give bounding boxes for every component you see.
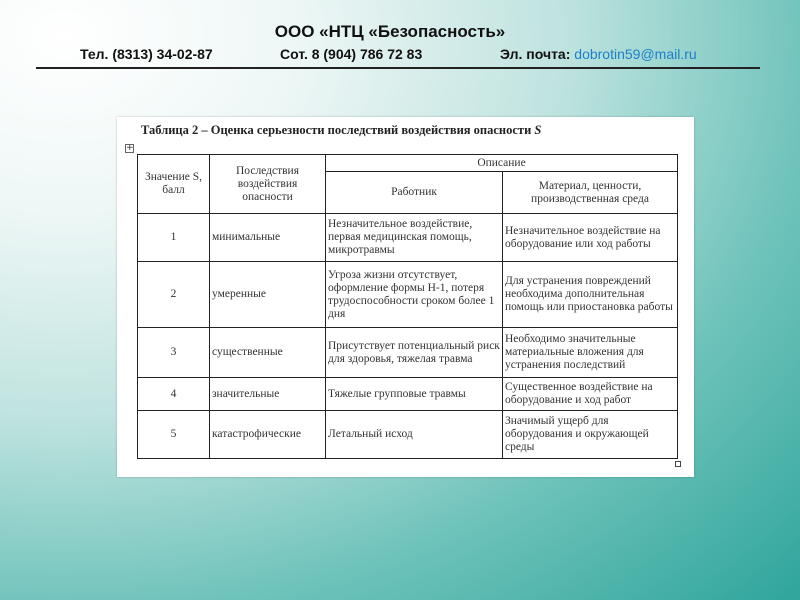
contact-line — [36, 46, 760, 66]
table-row — [138, 328, 678, 378]
row-consequence: значительные — [210, 378, 326, 411]
table-move-handle-icon[interactable]: + — [126, 143, 134, 153]
table-row — [138, 262, 678, 328]
header-description: Описание — [326, 155, 678, 172]
cell-number: Сот. 8 (904) 786 72 83 — [280, 46, 423, 62]
header-material: Материал, ценности, производственная среда — [503, 172, 678, 214]
row-worker: Незначительное воздействие, первая медицинская помощь, микротравмы — [326, 214, 503, 262]
email-block — [500, 46, 697, 62]
header-consequences: Последствия воздействия опасности — [210, 155, 326, 214]
table-row — [138, 214, 678, 262]
row-score: 3 — [138, 328, 210, 378]
email-link[interactable]: dobrotin59@mail.ru — [574, 46, 697, 62]
table-resize-handle-icon[interactable] — [675, 461, 681, 467]
row-material: Для устранения повреждений необходима дополнительная помощь или приостановка работы — [503, 262, 678, 328]
row-worker: Летальный исход — [326, 411, 503, 459]
header-score: Значение S, балл — [138, 155, 210, 214]
table-caption — [141, 123, 541, 138]
row-consequence: минимальные — [210, 214, 326, 262]
row-material: Значимый ущерб для оборудования и окружающей среды — [503, 411, 678, 459]
email-label: Эл. почта: — [500, 46, 571, 62]
row-worker: Тяжелые групповые травмы — [326, 378, 503, 411]
row-score: 4 — [138, 378, 210, 411]
table-caption-text: Таблица 2 – Оценка серьезности последствий воздействия опасности — [141, 123, 532, 137]
row-score: 5 — [138, 411, 210, 459]
row-score: 2 — [138, 262, 210, 328]
row-worker: Присутствует потенциальный риск для здоровья, тяжелая травма — [326, 328, 503, 378]
table-caption-symbol: S — [534, 123, 542, 137]
row-consequence: умеренные — [210, 262, 326, 328]
company-title: ООО «НТЦ «Безопасность» — [274, 22, 506, 41]
row-consequence: существенные — [210, 328, 326, 378]
row-worker: Угроза жизни отсутствует, оформление формы Н-1, потеря трудоспособности сроком более 1 дня — [326, 262, 503, 328]
document-image — [117, 117, 694, 477]
row-consequence: катастрофические — [210, 411, 326, 459]
phone-number: Тел. (8313) 34-02-87 — [80, 46, 213, 62]
row-material: Незначительное воздействие на оборудование или ход работы — [503, 214, 678, 262]
severity-table — [137, 154, 678, 459]
row-material: Существенное воздействие на оборудование и ход работ — [503, 378, 678, 411]
row-score: 1 — [138, 214, 210, 262]
header-worker: Работник — [326, 172, 503, 214]
table-row — [138, 378, 678, 411]
row-material: Необходимо значительные материальные вложения для устранения последствий — [503, 328, 678, 378]
table-row — [138, 411, 678, 459]
header-divider — [36, 67, 760, 69]
